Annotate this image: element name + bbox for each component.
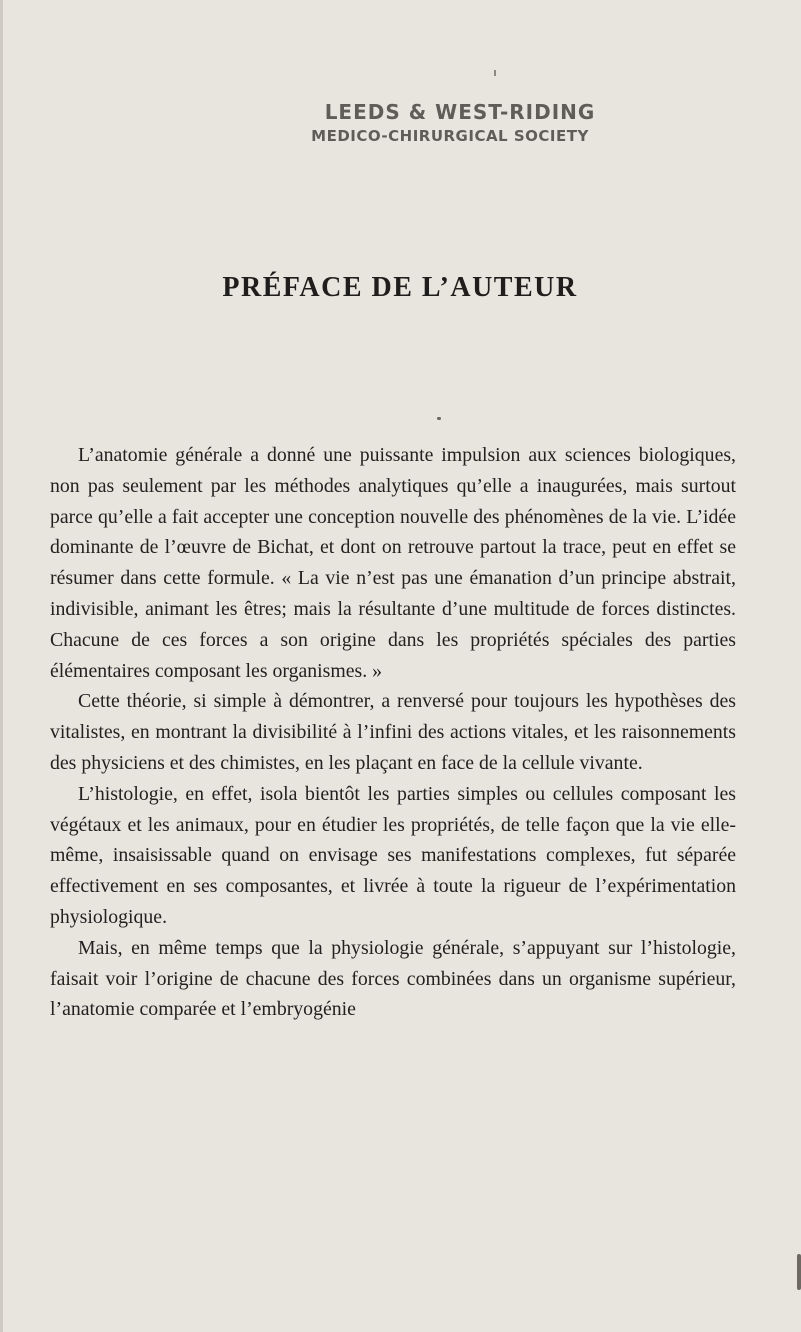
page-edge: [0, 0, 3, 1332]
stamp-line-2: MEDICO-CHIRURGICAL SOCIETY: [311, 127, 589, 145]
paragraph-4: Mais, en même temps que la physiologie générale, s’appuyant sur l’histologie, faisait voir l’origine de chacune des forces combinées dans un organisme supérieur, l’anatomie comparée et l’embryogénie: [50, 936, 736, 1021]
page-title: PRÉFACE DE L’AUTEUR: [222, 272, 578, 303]
paragraph-2: Cette théorie, si simple à démontrer, a renversé pour toujours les hypothèses des vitalistes, en montrant la divisibilité à l’infini des actions vitales, et les raisonnements des physiciens et des chimistes, en les plaçant en face de la cellule vivante.: [50, 690, 736, 774]
paragraph-1: L’anatomie générale a donné une puissante impulsion aux sciences biologiques, non pas seulement par les méthodes analytiques qu’elle a inaugurées, mais surtout parce qu’elle a fait accepter une conception nouvelle des phénomènes de la vie. L’idée dominante de l’œuvre de Bichat, et dont on retrouve partout la trace, peut en effet se résumer dans cette formule. « La vie n’est pas une émanation d’un principe abstrait, indivisible, animant les êtres; mais la résultante d’une multitude de forces distinctes. Chacune de ces forces a son origine dans les propriétés spéciales des parties élémentaires composant les organismes. »: [50, 444, 736, 682]
library-stamp: [220, 100, 740, 146]
body-text: [50, 440, 736, 1025]
page-mark: [494, 70, 496, 76]
page-corner-mark: [797, 1254, 801, 1290]
ink-speck: [437, 417, 441, 420]
stamp-line-1: LEEDS & WEST-RIDING: [324, 100, 596, 124]
paragraph-3: L’histologie, en effet, isola bientôt les parties simples ou cellules composant les végétaux et les animaux, pour en étudier les propriétés, de telle façon que la vie elle-même, insaisissable quand on envisage ses manifestations complexes, fut séparée effectivement en ses composantes, et livrée à toute la rigueur de l’expérimentation physiologique.: [50, 782, 736, 928]
